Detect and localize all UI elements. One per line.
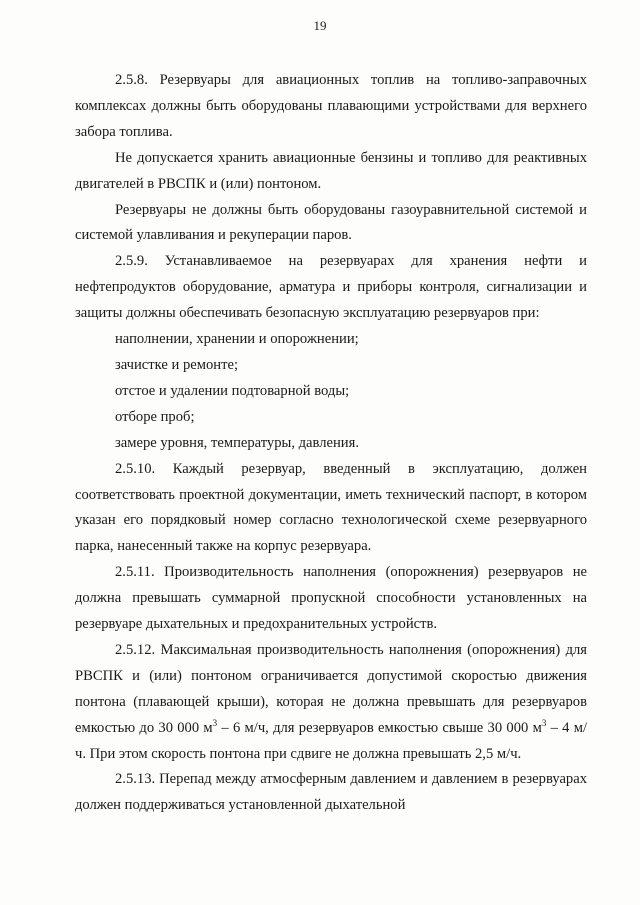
paragraph-2-5-10: 2.5.10. Каждый резервуар, введенный в эксплуатацию, должен соответствовать проектной документации, иметь технический паспорт, в котором указан его порядковый номер согласно технологической схеме резервуарного парка, нанесенный также на корпус резервуара.	[75, 460, 587, 555]
paragraph-2-5-8: 2.5.8. Резервуары для авиационных топлив на топливо-заправочных комплексах должны быть оборудованы плавающими устройствами для верхнего забора топлива.	[75, 72, 587, 140]
paragraph-no-gas-system: Резервуары не должны быть оборудованы газоуравнительной системой и системой улавливания и рекуперации паров.	[75, 201, 587, 244]
superscript-cubic: 3	[212, 717, 218, 728]
list-item: наполнении, хранении и опорожнении;	[115, 331, 359, 348]
paragraph-no-storage: Не допускается хранить авиационные бензины и топливо для реактивных двигателей в РВСПК и (или) понтоном.	[75, 149, 587, 192]
document-body	[75, 68, 587, 819]
list-item: замере уровня, температуры, давления.	[115, 434, 359, 451]
superscript-cubic: 3	[541, 717, 547, 728]
paragraph-2-5-11: 2.5.11. Производительность наполнения (опорожнения) резервуаров не должна превышать суммарной пропускной способности установленных на резервуаре дыхательных и предохранительных устройств.	[75, 564, 587, 633]
paragraph-2-5-12-part1: 2.5.12. Максимальная производительность наполнения (опорожнения) для РВСПК и (или) понтоном ограничивается допустимой скоростью движения понтона (плавающей крыши), которая не должна превышать для резервуаров емкостью до 30 000 м	[75, 641, 587, 736]
paragraph-2-5-12-part3: – 4 м/ч. При этом скорость понтона при сдвиге не должна превышать 2,5 м/ч.	[75, 719, 587, 762]
list-item: зачистке и ремонте;	[115, 356, 238, 373]
page-number: 19	[313, 18, 327, 33]
paragraph-2-5-9: 2.5.9. Устанавливаемое на резервуарах для хранения нефти и нефтепродуктов оборудование, арматура и приборы контроля, сигнализации и защиты должны обеспечивать безопасную эксплуатацию резервуаров при:	[75, 253, 587, 322]
paragraph-2-5-12-part2: – 6 м/ч, для резервуаров емкостью свыше 30 000 м	[217, 719, 542, 736]
list-item: отборе проб;	[115, 408, 195, 425]
paragraph-2-5-13: 2.5.13. Перепад между атмосферным давлением и давлением в резервуарах должен поддерживаться установленной дыхательной	[75, 771, 587, 814]
list-item: отстое и удалении подтоварной воды;	[115, 382, 350, 399]
paragraph-2-5-12	[75, 638, 587, 768]
